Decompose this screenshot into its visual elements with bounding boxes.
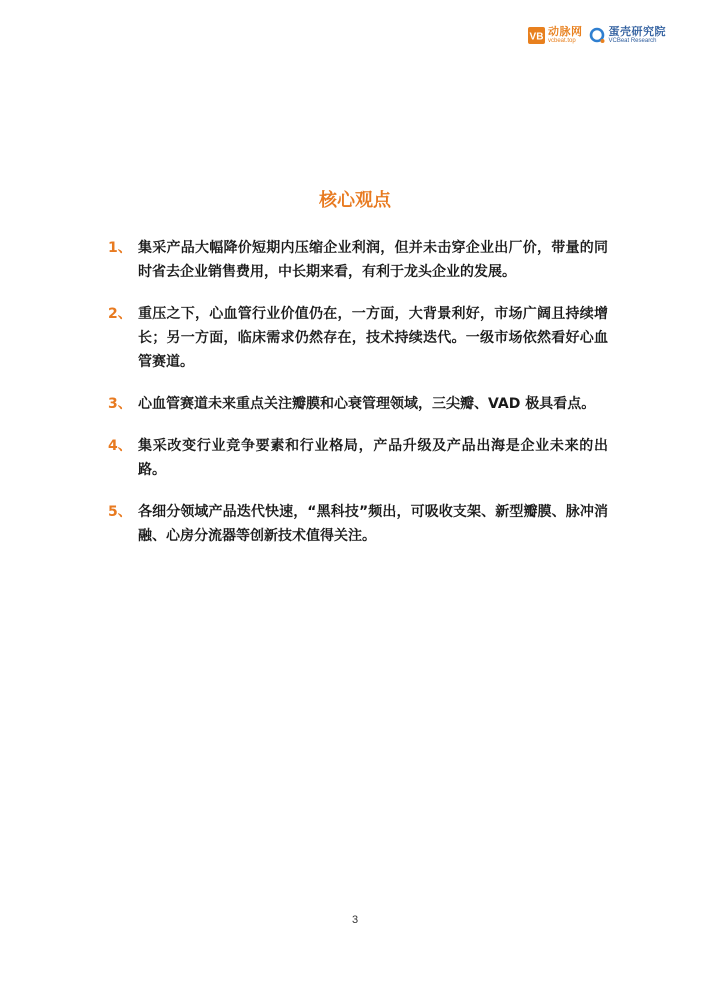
key-point bbox=[108, 392, 608, 416]
vcbeat-research-logo-en: VCBeat Research bbox=[608, 38, 657, 44]
vcbeat-logo bbox=[528, 26, 583, 44]
key-point-number: 5、 bbox=[108, 504, 132, 520]
key-point-number: 4、 bbox=[108, 438, 132, 454]
vcbeat-research-logo-name: 蛋壳研究院 bbox=[608, 25, 666, 38]
key-point bbox=[108, 434, 608, 482]
vb-logo-icon bbox=[528, 27, 545, 44]
key-point-text: 各细分领域产品迭代快速，“黑科技”频出，可吸收支架、新型瓣膜、脉冲消融、心房分流器等创新技术值得关注。 bbox=[138, 504, 608, 544]
header-logos bbox=[528, 26, 666, 44]
key-point bbox=[108, 500, 608, 548]
key-point bbox=[108, 302, 608, 374]
key-point-text: 集采产品大幅降价短期内压缩企业利润，但并未击穿企业出厂价，带量的同时省去企业销售费用，中长期来看，有利于龙头企业的发展。 bbox=[138, 240, 608, 280]
vcbeat-research-logo bbox=[589, 26, 667, 44]
vcbeat-logo-url: vcbeat.top bbox=[548, 38, 576, 44]
key-point-number: 1、 bbox=[108, 240, 132, 256]
key-point-number: 3、 bbox=[108, 396, 132, 412]
key-point bbox=[108, 236, 608, 284]
page-number: 3 bbox=[351, 914, 359, 926]
svg-text:VB: VB bbox=[529, 31, 544, 42]
key-point-text: 集采改变行业竞争要素和行业格局，产品升级及产品出海是企业未来的出路。 bbox=[138, 438, 608, 478]
egg-logo-icon bbox=[589, 27, 606, 44]
key-point-text: 重压之下，心血管行业价值仍在，一方面，大背景利好，市场广阔且持续增长；另一方面，临床需求仍然存在，技术持续迭代。一级市场依然看好心血管赛道。 bbox=[138, 306, 608, 370]
key-point-number: 2、 bbox=[108, 306, 132, 322]
vcbeat-logo-name: 动脉网 bbox=[548, 25, 583, 38]
key-points-list bbox=[108, 236, 608, 566]
key-point-text: 心血管赛道未来重点关注瓣膜和心衰管理领域，三尖瓣、VAD 极具看点。 bbox=[138, 396, 596, 412]
section-title: 核心观点 bbox=[319, 190, 391, 211]
